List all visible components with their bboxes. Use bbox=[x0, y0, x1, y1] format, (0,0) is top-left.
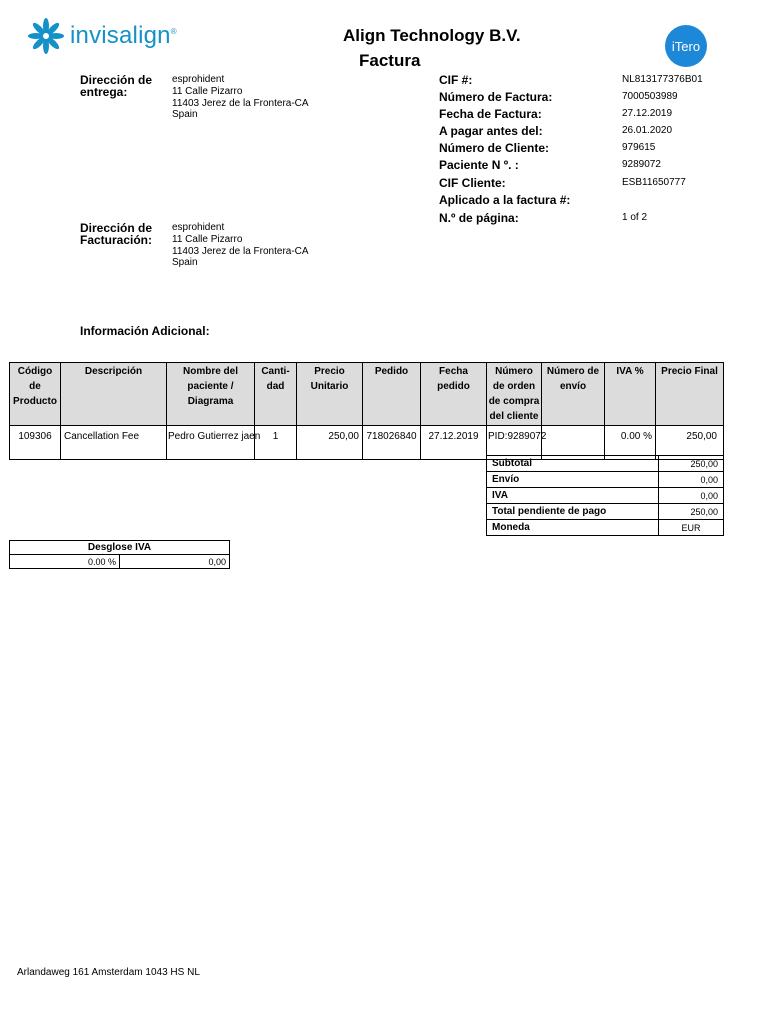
col-header: Número de envío bbox=[542, 363, 605, 426]
cell-order-date: 27.12.2019 bbox=[421, 426, 487, 460]
cell-po-number: PID:9289072 bbox=[487, 426, 542, 460]
billing-label: Dirección de Facturación: bbox=[80, 221, 153, 247]
col-header: Precio Final bbox=[656, 363, 724, 426]
col-header: Fecha pedido bbox=[421, 363, 487, 426]
brand-name: invisalign® bbox=[70, 22, 177, 49]
col-header: Nombre del paciente / Diagrama bbox=[167, 363, 255, 426]
col-header: Precio Unitario bbox=[297, 363, 363, 426]
col-header: Pedido bbox=[363, 363, 421, 426]
items-header-row bbox=[10, 363, 724, 426]
col-header: Código de Producto bbox=[10, 363, 61, 426]
col-header: Canti- dad bbox=[255, 363, 297, 426]
meta-invoice-number: Número de Factura: 7000503989 bbox=[439, 90, 678, 104]
cell-patient: Pedro Gutierrez jaen bbox=[167, 426, 255, 460]
meta-invoice-date: Fecha de Factura: 27.12.2019 bbox=[439, 107, 673, 121]
meta-customer-number: Número de Cliente: 979615 bbox=[439, 141, 656, 155]
vat-breakdown-header: Desglose IVA bbox=[10, 541, 230, 555]
meta-cif: CIF #: NL813177376B01 bbox=[439, 73, 703, 87]
totals-row-currency: Moneda EUR bbox=[487, 520, 724, 536]
col-header: Número de orden de compra del cliente bbox=[487, 363, 542, 426]
cell-product-code: 109306 bbox=[10, 426, 61, 460]
document-title: Factura bbox=[359, 51, 421, 70]
itero-badge: iTero bbox=[665, 25, 707, 67]
totals-table bbox=[486, 455, 724, 536]
col-header: Descripción bbox=[61, 363, 167, 426]
vat-breakdown-table bbox=[9, 540, 230, 569]
cell-final-price: 250,00 bbox=[656, 426, 724, 460]
cell-vat-rate: 0.00 % bbox=[605, 426, 656, 460]
additional-info-label: Información Adicional: bbox=[80, 324, 210, 338]
meta-due-date: A pagar antes del: 26.01.2020 bbox=[439, 124, 673, 138]
meta-page-number: N.º de página: 1 of 2 bbox=[439, 211, 648, 225]
meta-patient-number: Paciente N º. : 9289072 bbox=[439, 158, 661, 172]
delivery-address: esprohident 11 Calle Pizarro 11403 Jerez de la Frontera-CA Spain bbox=[172, 74, 309, 121]
star-icon bbox=[28, 18, 64, 54]
cell-unit-price: 250,00 bbox=[297, 426, 363, 460]
cell-description: Cancellation Fee bbox=[61, 426, 167, 460]
col-header: IVA % bbox=[605, 363, 656, 426]
items-table bbox=[9, 362, 724, 460]
totals-row-subtotal: Subtotal 250,00 bbox=[487, 456, 724, 472]
totals-row-total-due: Total pendiente de pago 250,00 bbox=[487, 504, 724, 520]
company-name: Align Technology B.V. bbox=[343, 26, 521, 45]
vat-breakdown-row: 0.00 % 0,00 bbox=[10, 555, 230, 569]
invisalign-logo bbox=[28, 18, 177, 54]
delivery-label: Dirección de entrega: bbox=[80, 73, 153, 99]
meta-applied-invoice: Aplicado a la factura #: bbox=[439, 193, 571, 207]
cell-quantity: 1 bbox=[255, 426, 297, 460]
meta-customer-cif: CIF Cliente: ESB11650777 bbox=[439, 176, 686, 190]
footer-address: Arlandaweg 161 Amsterdam 1043 HS NL bbox=[17, 967, 200, 978]
cell-order: 718026840 bbox=[363, 426, 421, 460]
billing-address: esprohident 11 Calle Pizarro 11403 Jerez de la Frontera-CA Spain bbox=[172, 222, 309, 269]
totals-row-shipping: Envío 0,00 bbox=[487, 472, 724, 488]
totals-row-vat: IVA 0,00 bbox=[487, 488, 724, 504]
